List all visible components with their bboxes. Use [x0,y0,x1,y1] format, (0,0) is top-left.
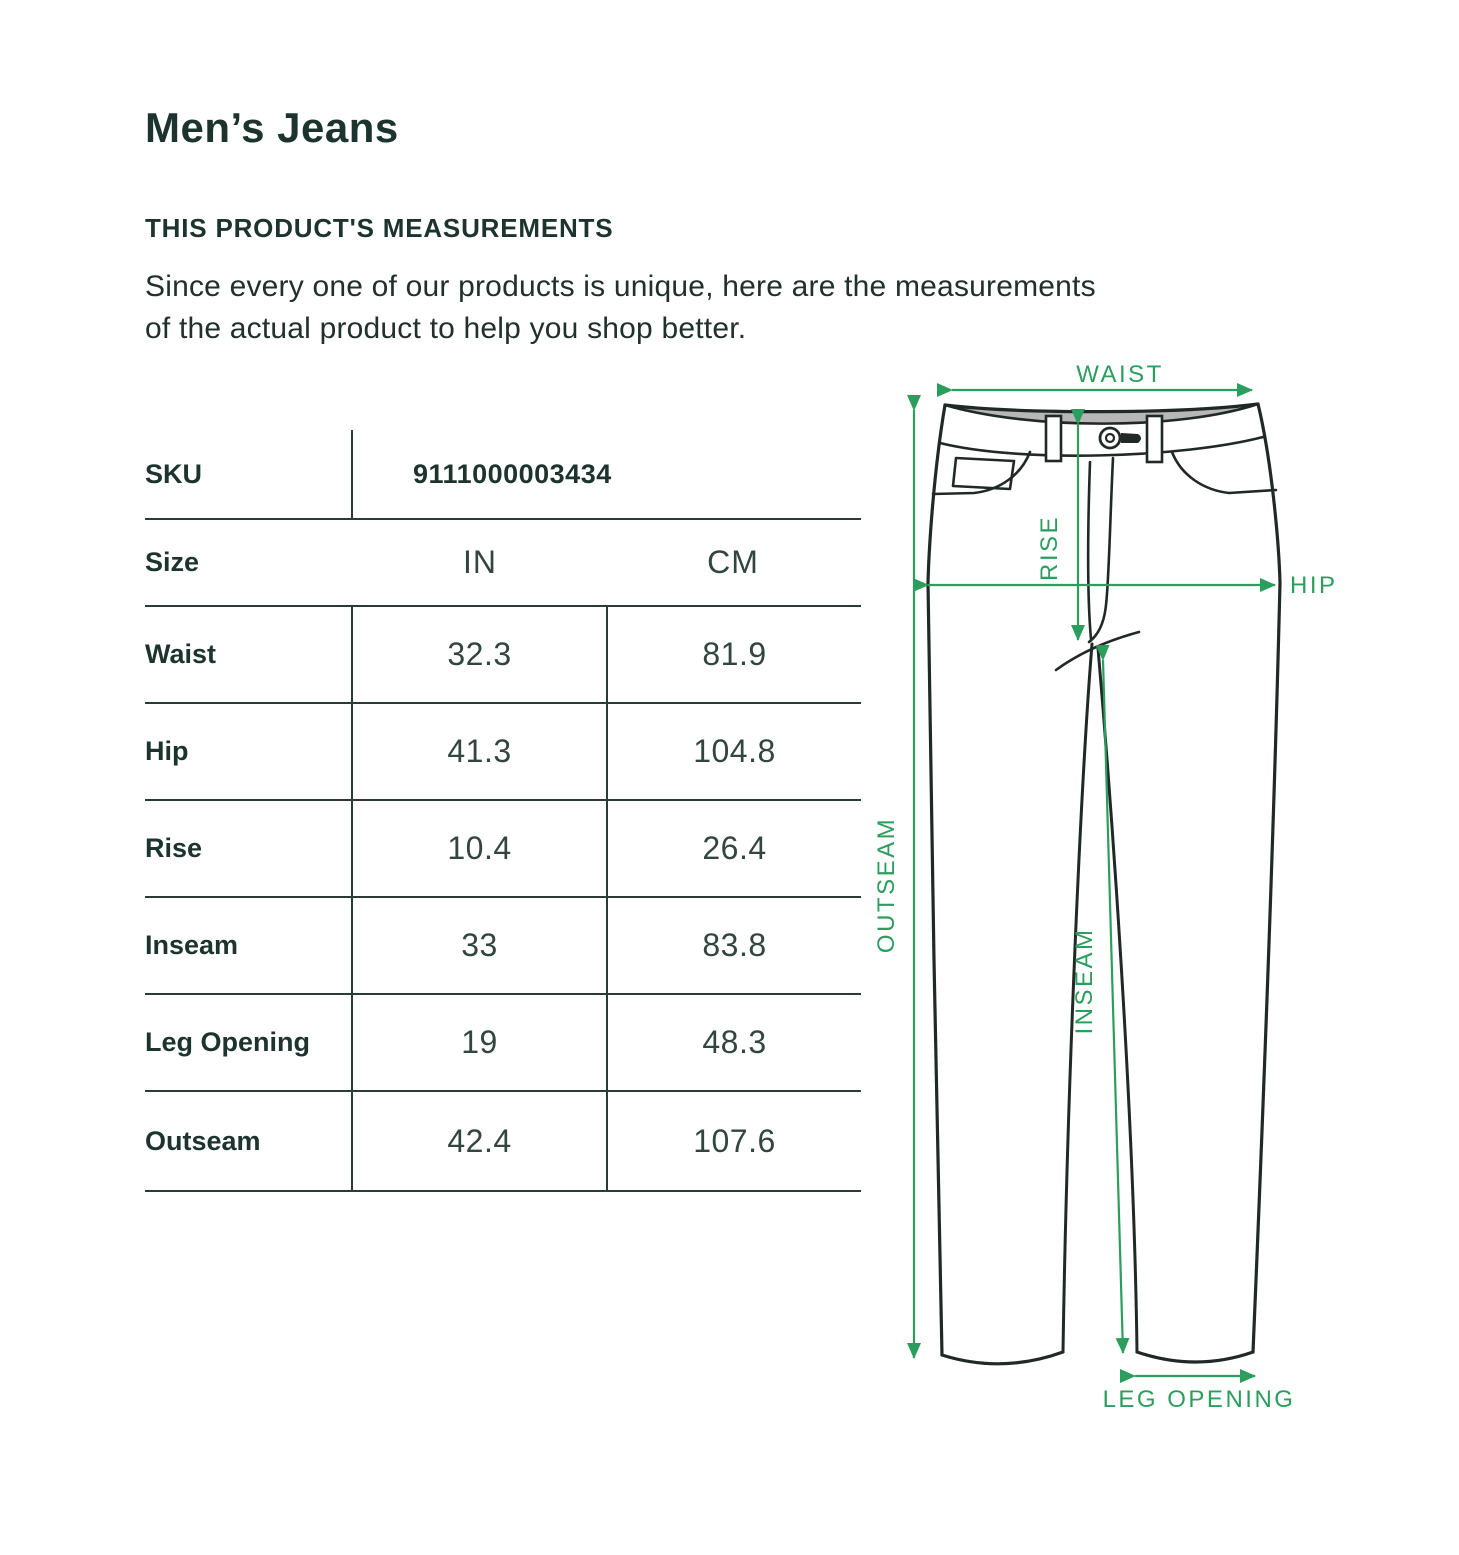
row-value-cm: 107.6 [693,1122,776,1159]
table-row-size-header [145,520,861,607]
table-row-hip [145,704,861,801]
jeans-measurement-diagram [870,350,1450,1470]
row-label: Inseam [145,898,353,993]
fly-and-button [1056,428,1141,670]
row-label: Leg Opening [145,995,353,1090]
row-value-cm: 83.8 [702,927,767,963]
buttonhole [1121,433,1141,443]
section-heading: THIS PRODUCT'S MEASUREMENTS [145,213,614,243]
outseam-label: OUTSEAM [873,816,900,954]
row-value-in: 42.4 [353,1092,608,1190]
table-row-waist [145,607,861,704]
inseam-arrow [1103,660,1123,1353]
front-pockets [933,452,1276,494]
unit-header-in: IN [463,544,497,580]
row-label: Hip [145,704,353,799]
row-value-cm: 81.9 [702,636,767,672]
section-description [145,266,1325,350]
table-row-inseam [145,898,861,995]
row-label: Outseam [145,1092,353,1190]
sku-value: 9111000003434 [413,458,612,489]
row-value-in: 19 [353,995,608,1090]
leg-opening-label: LEG OPENING [1102,1386,1296,1413]
hip-label: HIP [1290,572,1338,599]
row-value-cm: 104.8 [693,733,776,769]
rise-label: RISE [1036,514,1063,582]
coin-pocket [953,458,1014,489]
measurement-labels [873,361,1338,1413]
table-row-outseam [145,1092,861,1192]
jeans-outline [928,404,1280,1364]
row-label: Waist [145,607,353,702]
waist-label: WAIST [1076,361,1164,388]
row-label: Rise [145,801,353,896]
page-title: Men’s Jeans [145,104,399,151]
measurement-arrows [914,390,1275,1376]
table-row-rise [145,801,861,898]
description-line-2: of the actual product to help you shop better. [145,312,747,345]
row-value-in: 32.3 [353,607,608,702]
measurements-table [145,430,861,1192]
row-value-cm: 48.3 [702,1024,767,1060]
unit-header-cm: CM [707,544,759,580]
row-value-cm: 26.4 [702,830,767,866]
table-row-leg-opening [145,995,861,1092]
sku-label: SKU [145,430,353,518]
row-value-in: 41.3 [353,704,608,799]
size-label: Size [145,547,200,577]
button-icon [1100,428,1120,448]
inseam-label: INSEAM [1071,927,1098,1035]
row-value-in: 33 [353,898,608,993]
row-value-in: 10.4 [353,801,608,896]
description-line-1: Since every one of our products is unique, here are the measurements [145,270,1096,303]
table-row-sku [145,430,861,520]
